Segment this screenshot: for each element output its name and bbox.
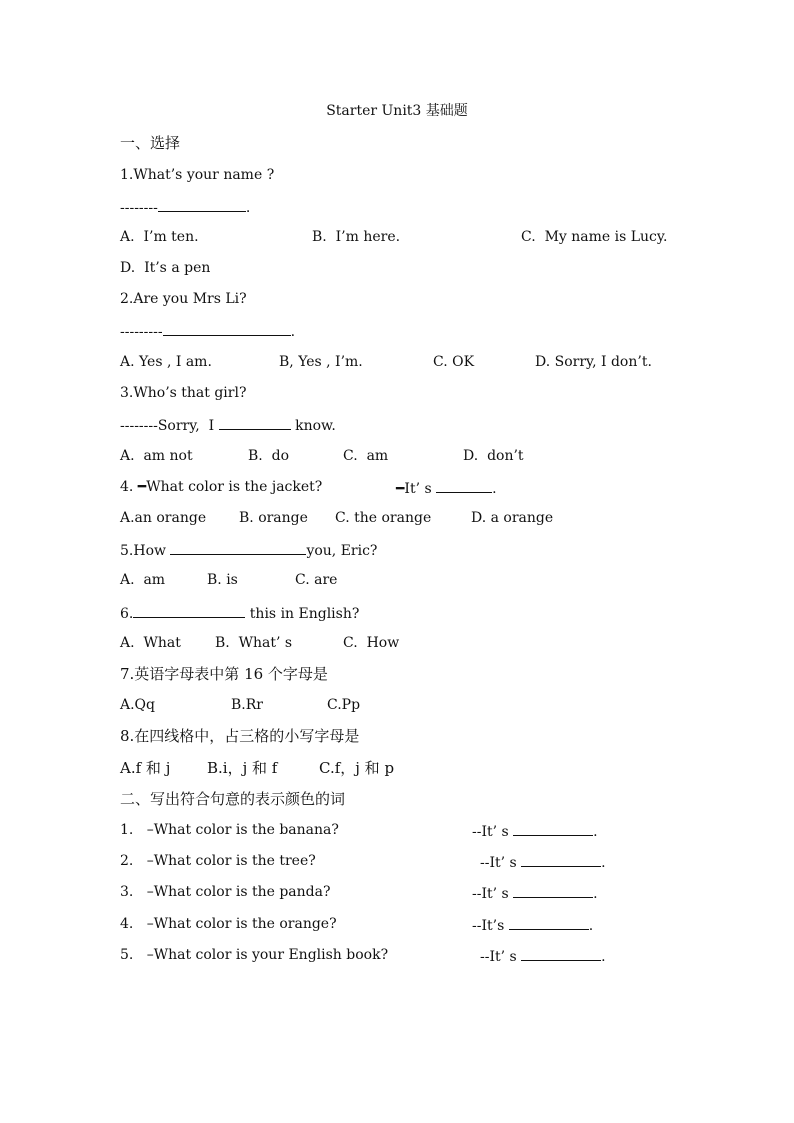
question-5-options: [120, 571, 680, 589]
question-7-options: [120, 696, 680, 714]
question-6-stem: [120, 603, 359, 623]
color-answer: [480, 852, 606, 872]
stem-start: 5.How: [120, 543, 171, 559]
question-3-stem: 3.Who’s that girl?: [120, 385, 247, 401]
option-c: C. am: [343, 448, 389, 464]
color-answer: [472, 821, 598, 841]
answer-end: .: [593, 886, 598, 902]
color-question-text: 3. –What color is the panda?: [120, 884, 331, 900]
answer-prefix: ---------: [120, 324, 163, 340]
answer-blank[interactable]: [158, 197, 246, 212]
answer-end: .: [593, 824, 598, 840]
option-d: D. don’t: [463, 448, 524, 464]
option-a: A.f 和 j: [120, 759, 171, 777]
answer-blank[interactable]: [521, 946, 601, 961]
color-answer: [472, 883, 598, 903]
option-b: B. I’m here.: [312, 229, 401, 245]
answer-blank[interactable]: [513, 821, 593, 836]
question-1-answer-line: [120, 197, 250, 217]
option-b: B. orange: [239, 510, 308, 526]
answer-text: --It’ s: [480, 855, 522, 871]
option-c: C.f，j 和 p: [319, 759, 395, 777]
color-question-2: [120, 852, 680, 870]
answer-suffix: know.: [290, 418, 336, 434]
option-d: D. Sorry, I don’t.: [535, 354, 652, 370]
answer-blank[interactable]: [170, 540, 306, 555]
answer-prefix: --------Sorry, I: [120, 418, 219, 434]
option-c: C.Pp: [327, 697, 361, 713]
question-5-stem: [120, 540, 377, 560]
question-8-stem: 8.在四线格中，占三格的小写字母是: [120, 727, 360, 745]
option-c: C. How: [343, 635, 400, 651]
color-question-3: [120, 883, 680, 901]
color-question-text: 5. –What color is your English book?: [120, 947, 389, 963]
option-d: D. a orange: [471, 510, 554, 526]
option-a: A. am not: [120, 448, 193, 464]
answer-text: --It’ s: [472, 824, 514, 840]
question-4-options: [120, 509, 680, 527]
question-6-options: [120, 634, 680, 652]
answer-text: --It’ s: [472, 886, 514, 902]
answer-blank[interactable]: [133, 603, 245, 618]
answer-blank[interactable]: [513, 883, 593, 898]
answer-suffix: .: [290, 324, 296, 340]
answer-blank[interactable]: [219, 415, 291, 430]
color-answer: [472, 915, 593, 935]
question-2-answer-line: [120, 321, 295, 341]
question-1-stem: 1.What’s your name ?: [120, 167, 275, 183]
option-b: B.Rr: [231, 697, 263, 713]
section-heading-colors: 二、写出符合句意的表示颜色的词: [120, 790, 346, 808]
question-2-stem: 2.Are you Mrs Li?: [120, 291, 247, 307]
question-1-option-d: D. It’s a pen: [120, 260, 211, 276]
question-1-options: [120, 228, 680, 246]
reply-text: ━It’ s: [396, 481, 437, 497]
page-title: Starter Unit3 基础题: [326, 103, 468, 119]
answer-blank[interactable]: [521, 852, 601, 867]
answer-end: .: [601, 949, 606, 965]
option-c: C. are: [295, 572, 338, 588]
question-3-answer-line: [120, 415, 336, 435]
answer-end: .: [601, 855, 606, 871]
answer-text: --It’ s: [480, 949, 522, 965]
color-question-1: [120, 821, 680, 839]
answer-blank[interactable]: [163, 321, 291, 336]
answer-suffix: .: [245, 200, 251, 216]
stem-end: you, Eric?: [306, 543, 378, 559]
option-b: B. is: [207, 572, 238, 588]
answer-prefix: --------: [120, 200, 158, 216]
answer-blank[interactable]: [436, 478, 492, 493]
color-question-text: 2. –What color is the tree?: [120, 853, 316, 869]
question-3-options: [120, 447, 680, 465]
question-4-ask: 4. ━What color is the jacket?: [120, 479, 323, 495]
answer-blank[interactable]: [509, 915, 589, 930]
question-4-stem: [120, 478, 680, 496]
section-heading-choice: 一、选择: [120, 134, 181, 152]
option-c: C. the orange: [335, 510, 432, 526]
option-c: C. OK: [433, 354, 475, 370]
option-a: A. I’m ten.: [120, 229, 199, 245]
color-answer: [480, 946, 606, 966]
reply-end: .: [492, 481, 497, 497]
option-b: B.i，j 和 f: [207, 759, 278, 777]
color-question-text: 4. –What color is the orange?: [120, 916, 337, 932]
stem-end: this in English?: [245, 606, 360, 622]
color-question-4: [120, 915, 680, 933]
question-2-options: [120, 353, 680, 371]
option-a: A.Qq: [120, 697, 155, 713]
question-7-stem: 7.英语字母表中第 16 个字母是: [120, 665, 328, 683]
stem-start: 6.: [120, 606, 134, 622]
color-question-text: 1. –What color is the banana?: [120, 822, 339, 838]
color-question-5: [120, 946, 680, 964]
option-b: B. do: [248, 448, 290, 464]
option-a: A.an orange: [120, 510, 207, 526]
question-8-options: [120, 759, 680, 777]
option-a: A. Yes , I am.: [120, 354, 212, 370]
answer-text: --It’s: [472, 918, 509, 934]
option-b: B. What’ s: [215, 635, 293, 651]
option-b: B, Yes , I’m.: [279, 354, 363, 370]
option-c: C. My name is Lucy.: [521, 229, 668, 245]
answer-end: .: [588, 918, 594, 934]
option-a: A. am: [120, 572, 166, 588]
option-a: A. What: [120, 635, 181, 651]
question-4-reply: [396, 478, 497, 498]
